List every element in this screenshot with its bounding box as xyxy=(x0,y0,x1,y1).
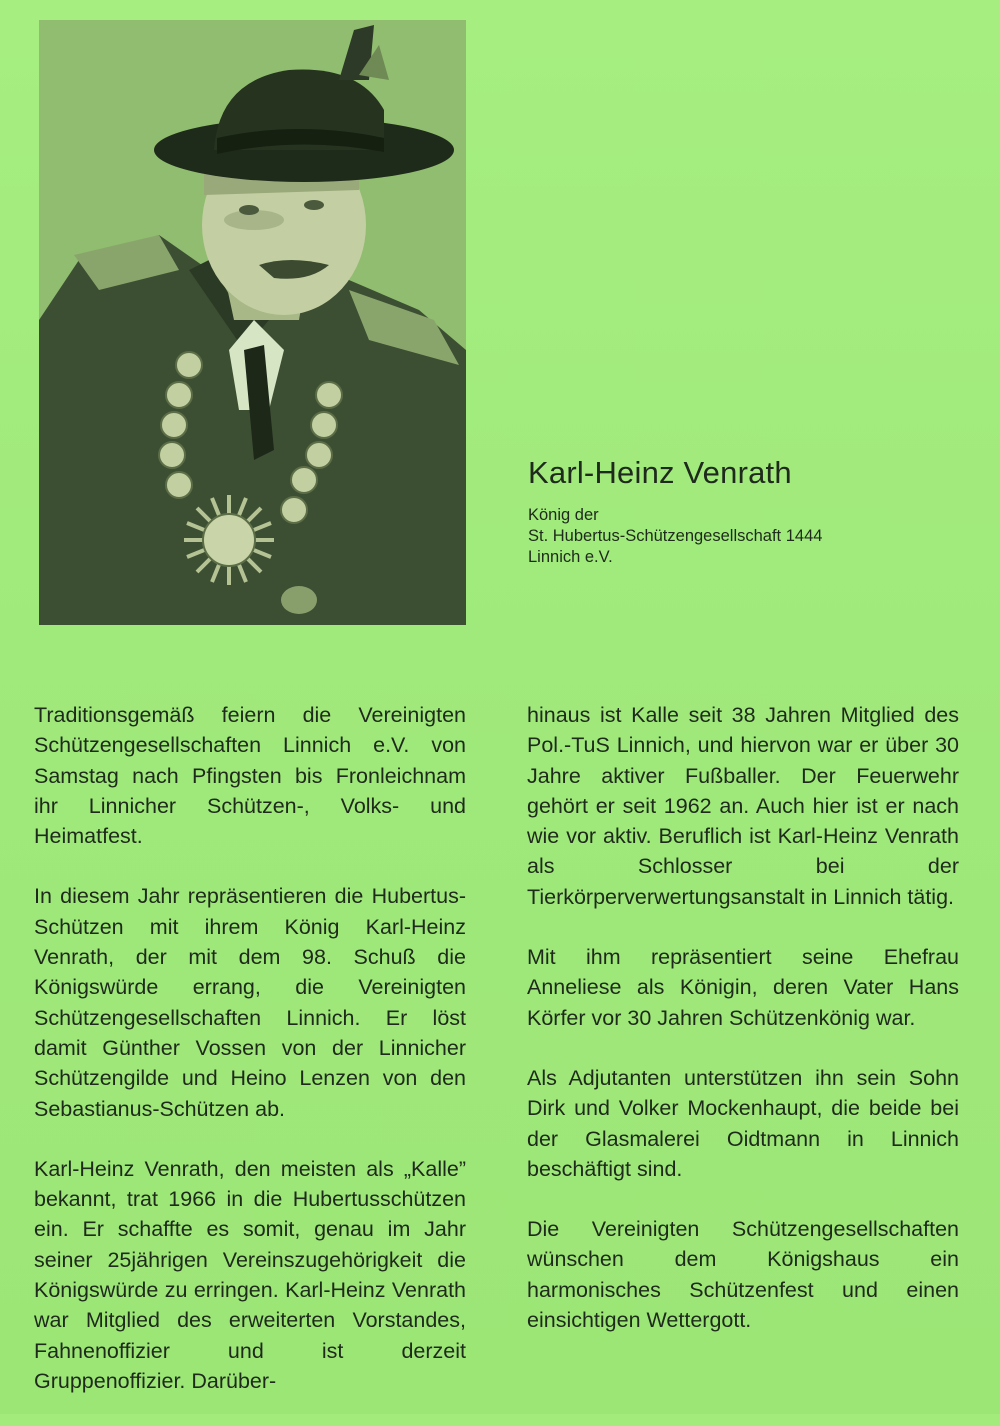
paragraph: hinaus ist Kalle seit 38 Jahren Mitglied des Pol.-TuS Linnich, und hiervon war er über 30 Jahre aktiver Fußballer. Der Feuerwehr gehört er seit 1962 an. Auch hier ist er nach wie vor aktiv. Beruflich ist Karl-Heinz Venrath als Schlosser bei der Tierkörperverwertungsanstalt in Linnich tätig. xyxy=(527,703,959,909)
paragraph: Mit ihm repräsentiert seine Ehefrau Anneliese als Königin, deren Vater Hans Körfer vor 30 Jahren Schützenkönig war. xyxy=(527,945,959,1030)
paragraph: In diesem Jahr repräsentieren die Hubertus-Schützen mit ihrem König Karl-Heinz Venrath, der mit dem 98. Schuß die Königswürde errang, die Vereinigten Schützengesellschaften Linnich. Er löst damit Günther Vossen von der Linnicher Schützengilde und Heino Lenzen von den Sebastianus-Schützen ab. xyxy=(34,884,466,1121)
caption-location-line: Linnich e.V. xyxy=(528,548,613,566)
text-column-right xyxy=(527,700,959,1365)
paragraph: Die Vereinigten Schützengesellschaften wünschen dem Königshaus ein harmonisches Schützenfest und einen einsichtigen Wettergott. xyxy=(527,1217,959,1333)
paragraph: Karl-Heinz Venrath, den meisten als „Kalle” bekannt, trat 1966 in die Hubertusschützen ein. Er schaffte es somit, genau im Jahr seiner 25jährigen Vereinszugehörigkeit die Königswürde zu erringen. Karl-Heinz Venrath war Mitglied des erweiterten Vorstandes, Fahnenoffizier und ist derzeit Gruppenoffizier. Darüber- xyxy=(34,1156,466,1393)
portrait-photo xyxy=(39,20,466,625)
paragraph: Als Adjutanten unterstützen ihn sein Sohn Dirk und Volker Mockenhaupt, die beide bei der Glasmalerei Oidtmann in Linnich beschäftigt sind. xyxy=(527,1065,959,1181)
caption-title-line: König der xyxy=(528,506,599,524)
photo-caption xyxy=(528,455,822,568)
text-column-left xyxy=(34,700,466,1426)
caption-society-line: St. Hubertus-Schützengesellschaft 1444 xyxy=(528,527,823,545)
person-name: Karl-Heinz Venrath xyxy=(528,455,792,490)
paragraph: Traditionsgemäß feiern die Vereinigten Schützengesellschaften Linnich e.V. von Samstag nach Pfingsten bis Fronleichnam ihr Linnicher Schützen-, Volks- und Heimatfest. xyxy=(34,703,466,849)
